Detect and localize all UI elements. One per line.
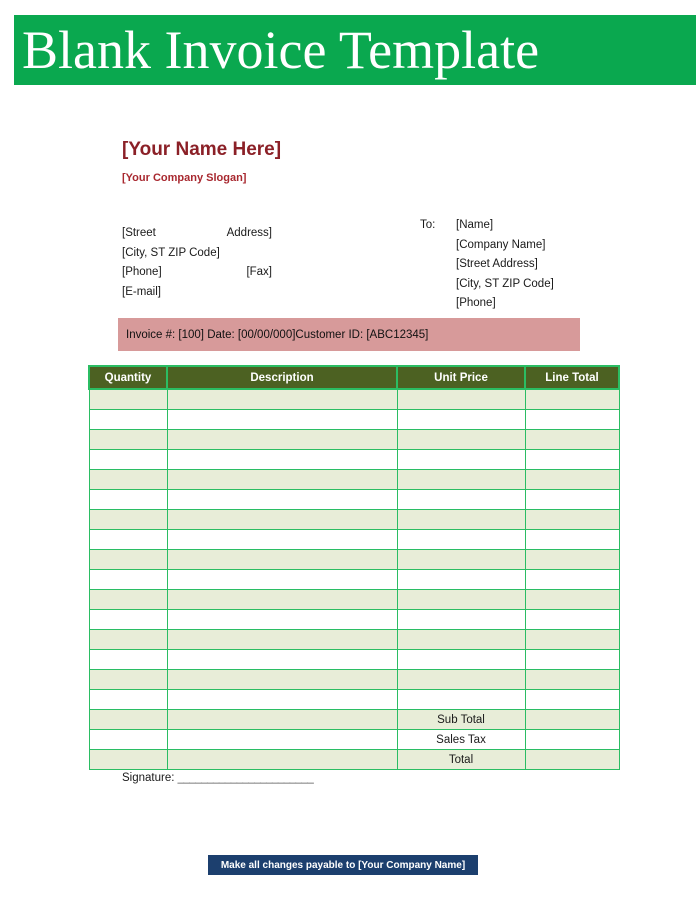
table-row: [89, 530, 619, 550]
cell-unit-price[interactable]: [397, 470, 525, 490]
cell-quantity[interactable]: [89, 650, 167, 670]
column-header-unit-price: Unit Price: [397, 366, 525, 389]
totals-row: [89, 730, 619, 750]
signature-label: Signature:: [122, 772, 175, 784]
cell-line-total[interactable]: [525, 590, 619, 610]
cell-unit-price[interactable]: [397, 410, 525, 430]
company-slogan: [Your Company Slogan]: [122, 172, 247, 184]
cell-quantity[interactable]: [89, 530, 167, 550]
cell-unit-price[interactable]: [397, 570, 525, 590]
cell-quantity[interactable]: [89, 610, 167, 630]
cell-unit-price[interactable]: [397, 650, 525, 670]
cell-quantity[interactable]: [89, 690, 167, 710]
company-address-block: [122, 224, 272, 302]
cell-quantity[interactable]: [89, 430, 167, 450]
cell-description[interactable]: [167, 590, 397, 610]
cell-quantity: [89, 750, 167, 770]
address-phone-fax-row: [122, 263, 272, 283]
cell-description[interactable]: [167, 430, 397, 450]
address-city-line: [City, ST ZIP Code]: [122, 246, 220, 259]
cell-description[interactable]: [167, 490, 397, 510]
cell-unit-price[interactable]: [397, 670, 525, 690]
cell-unit-price[interactable]: [397, 490, 525, 510]
cell-description[interactable]: [167, 610, 397, 630]
cell-description: [167, 730, 397, 750]
cell-quantity[interactable]: [89, 490, 167, 510]
table-row: [89, 550, 619, 570]
recipient-line: [Name]: [456, 219, 494, 231]
cell-line-total[interactable]: [525, 530, 619, 550]
cell-line-total[interactable]: [525, 690, 619, 710]
cell-description[interactable]: [167, 470, 397, 490]
cell-description: [167, 710, 397, 730]
cell-line-total[interactable]: [525, 510, 619, 530]
cell-line-total[interactable]: [525, 410, 619, 430]
totals-label: Sub Total: [397, 710, 525, 730]
totals-row: [89, 710, 619, 730]
cell-line-total[interactable]: [525, 630, 619, 650]
cell-line-total[interactable]: [525, 389, 619, 410]
cell-line-total[interactable]: [525, 670, 619, 690]
table-body: [89, 389, 619, 770]
address-phone: [Phone]: [122, 266, 162, 278]
cell-line-total[interactable]: [525, 610, 619, 630]
cell-unit-price[interactable]: [397, 530, 525, 550]
cell-quantity[interactable]: [89, 410, 167, 430]
table-row: [89, 470, 619, 490]
table-header-row: [89, 366, 619, 389]
cell-unit-price[interactable]: [397, 630, 525, 650]
totals-value[interactable]: [525, 730, 619, 750]
cell-description: [167, 750, 397, 770]
footer-banner: [208, 855, 478, 875]
totals-label: Total: [397, 750, 525, 770]
company-identity-block: [122, 138, 372, 186]
recipient-line: [Company Name]: [456, 238, 546, 251]
totals-value[interactable]: [525, 710, 619, 730]
company-name: [Your Name Here]: [122, 139, 282, 160]
invoice-table: [88, 365, 620, 770]
invoice-meta-bar: [118, 318, 580, 351]
address-email-row: [122, 283, 272, 303]
recipient-block: [420, 216, 554, 314]
cell-description[interactable]: [167, 410, 397, 430]
cell-unit-price[interactable]: [397, 510, 525, 530]
cell-line-total[interactable]: [525, 570, 619, 590]
cell-unit-price[interactable]: [397, 550, 525, 570]
totals-row: [89, 750, 619, 770]
recipient-label: To:: [420, 219, 436, 231]
cell-unit-price[interactable]: [397, 690, 525, 710]
totals-label: Sales Tax: [397, 730, 525, 750]
column-header-description: Description: [167, 366, 397, 389]
table-row: [89, 410, 619, 430]
table-row: [89, 650, 619, 670]
address-street-row: [122, 224, 272, 244]
address-street-right: Address]: [226, 227, 272, 239]
cell-description[interactable]: [167, 550, 397, 570]
cell-line-total[interactable]: [525, 470, 619, 490]
table-row: [89, 670, 619, 690]
invoice-meta-text: Invoice #: [100] Date: [00/00/000]Customer ID: [ABC12345]: [126, 328, 429, 341]
cell-description[interactable]: [167, 670, 397, 690]
cell-description[interactable]: [167, 389, 397, 410]
address-fax: [Fax]: [246, 266, 272, 278]
cell-quantity[interactable]: [89, 389, 167, 410]
address-city-row: [122, 244, 272, 264]
cell-line-total[interactable]: [525, 450, 619, 470]
signature-line: _______________________: [177, 772, 314, 784]
cell-description[interactable]: [167, 570, 397, 590]
table-row: [89, 630, 619, 650]
cell-unit-price[interactable]: [397, 450, 525, 470]
signature-row: [122, 772, 313, 784]
address-email: [E-mail]: [122, 285, 161, 298]
recipient-line: [City, ST ZIP Code]: [456, 277, 554, 290]
cell-description[interactable]: [167, 650, 397, 670]
cell-quantity[interactable]: [89, 570, 167, 590]
cell-unit-price[interactable]: [397, 590, 525, 610]
table-row: [89, 490, 619, 510]
totals-value[interactable]: [525, 750, 619, 770]
table-row: [89, 610, 619, 630]
cell-quantity[interactable]: [89, 670, 167, 690]
footer-text: Make all changes payable to [Your Company Name]: [220, 859, 466, 871]
cell-quantity: [89, 730, 167, 750]
cell-description[interactable]: [167, 630, 397, 650]
cell-quantity[interactable]: [89, 630, 167, 650]
recipient-line: [Street Address]: [456, 258, 538, 270]
cell-quantity[interactable]: [89, 450, 167, 470]
cell-line-total[interactable]: [525, 490, 619, 510]
cell-line-total[interactable]: [525, 430, 619, 450]
cell-quantity: [89, 710, 167, 730]
cell-unit-price[interactable]: [397, 610, 525, 630]
column-header-line-total: Line Total: [525, 366, 619, 389]
cell-description[interactable]: [167, 530, 397, 550]
cell-quantity[interactable]: [89, 590, 167, 610]
table-row: [89, 570, 619, 590]
cell-description[interactable]: [167, 450, 397, 470]
page-title-banner: [14, 15, 696, 85]
cell-quantity[interactable]: [89, 550, 167, 570]
cell-quantity[interactable]: [89, 470, 167, 490]
recipient-lines: [456, 216, 554, 314]
cell-line-total[interactable]: [525, 650, 619, 670]
table-row: [89, 590, 619, 610]
table-row: [89, 430, 619, 450]
cell-quantity[interactable]: [89, 510, 167, 530]
cell-unit-price[interactable]: [397, 389, 525, 410]
address-street-left: [Street: [122, 227, 156, 239]
cell-description[interactable]: [167, 510, 397, 530]
recipient-line: [Phone]: [456, 297, 496, 309]
cell-line-total[interactable]: [525, 550, 619, 570]
page-title: Blank Invoice Template: [22, 20, 540, 80]
table-row: [89, 389, 619, 410]
cell-description[interactable]: [167, 690, 397, 710]
column-header-quantity: Quantity: [89, 366, 167, 389]
table-row: [89, 450, 619, 470]
table-row: [89, 510, 619, 530]
cell-unit-price[interactable]: [397, 430, 525, 450]
table-row: [89, 690, 619, 710]
